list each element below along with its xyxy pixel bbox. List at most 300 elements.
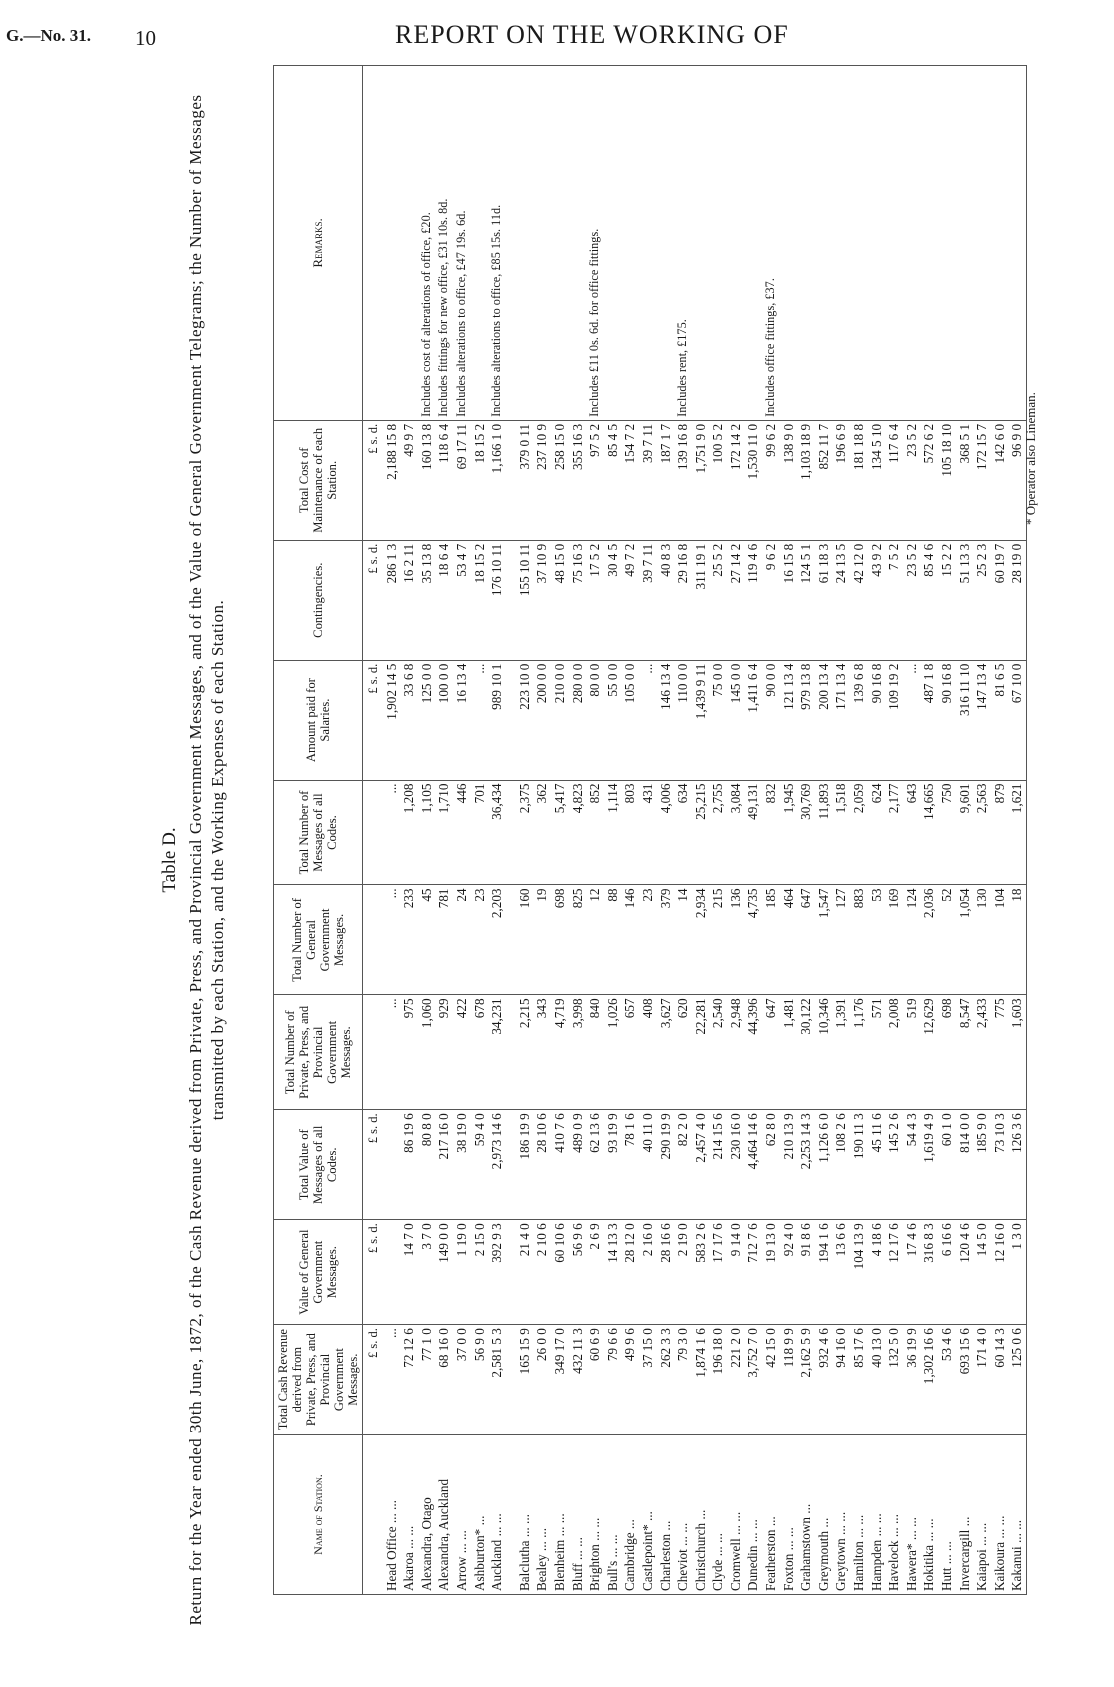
station-name-cell: Dunedin ... ...	[744, 1435, 762, 1595]
num-all-cell: 624	[868, 780, 886, 885]
rotated-table-page	[155, 65, 1045, 1655]
num-private-cell: 1,026	[604, 995, 622, 1110]
salaries-cell: 316 11 10	[956, 660, 974, 780]
maintenance-cell: 18 15 2	[471, 420, 489, 540]
cash-revenue-cell: 94 16 0	[832, 1325, 850, 1435]
salaries-cell: 139 6 8	[850, 660, 868, 780]
num-general-cell: 647	[797, 885, 815, 995]
maintenance-cell: 154 7 2	[621, 420, 639, 540]
total-value-cell: 1,619 4 9	[920, 1110, 938, 1220]
cash-revenue-cell: 60 14 3	[991, 1325, 1009, 1435]
station-name-cell: Hutt ... ...	[938, 1435, 956, 1595]
maintenance-cell: 23 5 2	[903, 420, 921, 540]
general-value-cell: 6 16 6	[938, 1220, 956, 1325]
num-general-cell: 379	[657, 885, 675, 995]
total-value-cell: 190 11 3	[850, 1110, 868, 1220]
salaries-cell: 280 0 0	[569, 660, 587, 780]
num-private-cell: 2,433	[973, 995, 991, 1110]
units-cell	[363, 885, 383, 995]
table-row	[709, 66, 727, 1595]
general-value-cell: 4 18 6	[868, 1220, 886, 1325]
general-value-cell: 583 2 6	[692, 1220, 710, 1325]
total-value-cell: 230 16 0	[727, 1110, 745, 1220]
maintenance-cell: 105 18 10	[938, 420, 956, 540]
table-row	[797, 66, 815, 1595]
col-header-remarks: Remarks.	[274, 66, 363, 421]
cash-revenue-cell: ...	[383, 1325, 401, 1435]
num-private-cell: 519	[903, 995, 921, 1110]
num-private-cell: 34,231	[488, 995, 506, 1110]
total-value-cell	[506, 1110, 516, 1220]
num-private-cell: 1,481	[780, 995, 798, 1110]
table-row	[586, 66, 604, 1595]
cash-revenue-cell: 85 17 6	[850, 1325, 868, 1435]
num-all-cell: 2,563	[973, 780, 991, 885]
contingencies-cell: 42 12 0	[850, 540, 868, 660]
general-value-cell: 17 17 6	[709, 1220, 727, 1325]
remarks-cell: Includes fittings for new office, £31 10s. 8d.	[435, 66, 453, 421]
contingencies-cell: 16 15 8	[780, 540, 798, 660]
station-name-cell: Greytown ... ...	[832, 1435, 850, 1595]
remarks-cell: Includes alterations to office, £85 15s. 11d.	[488, 66, 506, 421]
cash-revenue-cell: 56 9 0	[471, 1325, 489, 1435]
cash-revenue-cell: 125 0 6	[1008, 1325, 1026, 1435]
num-private-cell: 12,629	[920, 995, 938, 1110]
num-all-cell: 49,131	[744, 780, 762, 885]
table-row	[815, 66, 833, 1595]
num-private-cell: 422	[453, 995, 471, 1110]
contingencies-cell: 40 8 3	[657, 540, 675, 660]
num-all-cell: 1,208	[400, 780, 418, 885]
num-private-cell: 10,346	[815, 995, 833, 1110]
contingencies-cell: 51 13 3	[956, 540, 974, 660]
footnote: * Operator also Lineman.	[1023, 392, 1038, 525]
col-header-num-all: Total Number of Messages of all Codes.	[274, 780, 363, 885]
maintenance-cell: 237 10 9	[533, 420, 551, 540]
total-value-cell: 86 19 6	[400, 1110, 418, 1220]
page-number: 10	[135, 26, 156, 50]
num-general-cell: 825	[569, 885, 587, 995]
total-value-cell: 60 1 0	[938, 1110, 956, 1220]
num-all-cell: 5,417	[551, 780, 569, 885]
table-row	[832, 66, 850, 1595]
station-name-cell: Auckland ... ...	[488, 1435, 506, 1595]
units-cell: £ s. d.	[363, 660, 383, 780]
salaries-cell: 146 13 4	[657, 660, 675, 780]
remarks-cell	[400, 66, 418, 421]
maintenance-cell: 572 6 2	[920, 420, 938, 540]
units-cell	[363, 995, 383, 1110]
remarks-cell	[516, 66, 534, 421]
total-value-cell: 59 4 0	[471, 1110, 489, 1220]
table-row	[973, 66, 991, 1595]
total-value-cell: 93 19 9	[604, 1110, 622, 1220]
station-name-cell: Greymouth ...	[815, 1435, 833, 1595]
station-name-cell: Grahamstown ...	[797, 1435, 815, 1595]
general-value-cell: 12 16 0	[991, 1220, 1009, 1325]
station-name-cell: Akaroa ... ...	[400, 1435, 418, 1595]
general-value-cell: 392 9 3	[488, 1220, 506, 1325]
num-general-cell: 1,547	[815, 885, 833, 995]
maintenance-cell: 139 16 8	[674, 420, 692, 540]
table-row	[639, 66, 657, 1595]
general-value-cell: 21 4 0	[516, 1220, 534, 1325]
num-all-cell: 2,059	[850, 780, 868, 885]
num-private-cell: 1,391	[832, 995, 850, 1110]
general-value-cell: 3 7 0	[418, 1220, 436, 1325]
num-general-cell: 53	[868, 885, 886, 995]
table-row	[692, 66, 710, 1595]
table-row	[621, 66, 639, 1595]
col-header-name: Name of Station.	[274, 1435, 363, 1595]
contingencies-cell: 286 1 3	[383, 540, 401, 660]
contingencies-cell: 61 18 3	[815, 540, 833, 660]
total-value-cell: 1,126 6 0	[815, 1110, 833, 1220]
num-general-cell	[506, 885, 516, 995]
num-all-cell: 832	[762, 780, 780, 885]
num-all-cell: 750	[938, 780, 956, 885]
salaries-cell: 979 13 8	[797, 660, 815, 780]
maintenance-cell: 852 11 7	[815, 420, 833, 540]
station-name-cell: Arrow ... ...	[453, 1435, 471, 1595]
table-row	[903, 66, 921, 1595]
num-private-cell: 647	[762, 995, 780, 1110]
station-name-cell: Charleston ...	[657, 1435, 675, 1595]
num-all-cell: ...	[383, 780, 401, 885]
num-private-cell: 929	[435, 995, 453, 1110]
cash-revenue-cell: 79 6 6	[604, 1325, 622, 1435]
num-private-cell: 3,998	[569, 995, 587, 1110]
maintenance-cell: 100 5 2	[709, 420, 727, 540]
num-general-cell: 2,203	[488, 885, 506, 995]
cash-revenue-cell: 118 9 9	[780, 1325, 798, 1435]
salaries-cell: 171 13 4	[832, 660, 850, 780]
remarks-cell	[604, 66, 622, 421]
num-general-cell: 146	[621, 885, 639, 995]
general-value-cell: 17 4 6	[903, 1220, 921, 1325]
remarks-cell	[780, 66, 798, 421]
general-value-cell: 14 13 3	[604, 1220, 622, 1325]
maintenance-cell: 69 17 11	[453, 420, 471, 540]
num-all-cell: 11,893	[815, 780, 833, 885]
num-general-cell: 18	[1008, 885, 1026, 995]
num-all-cell: 25,215	[692, 780, 710, 885]
cash-revenue-cell: 1,302 16 6	[920, 1325, 938, 1435]
units-cell: £ s. d.	[363, 1220, 383, 1325]
general-value-cell: 2 16 0	[639, 1220, 657, 1325]
station-name-cell: Alexandra, Auckland	[435, 1435, 453, 1595]
num-all-cell: 431	[639, 780, 657, 885]
contingencies-cell: 39 7 11	[639, 540, 657, 660]
salaries-cell: 75 0 0	[709, 660, 727, 780]
cash-revenue-cell: 42 15 0	[762, 1325, 780, 1435]
salaries-cell: 223 10 0	[516, 660, 534, 780]
cash-revenue-cell: 432 11 3	[569, 1325, 587, 1435]
remarks-cell	[973, 66, 991, 421]
salaries-cell: 989 10 1	[488, 660, 506, 780]
num-all-cell: 1,710	[435, 780, 453, 885]
remarks-cell	[903, 66, 921, 421]
num-private-cell: 4,719	[551, 995, 569, 1110]
col-header-salaries: Amount paid for Salaries.	[274, 660, 363, 780]
general-value-cell: 92 4 0	[780, 1220, 798, 1325]
salaries-cell: 33 6 8	[400, 660, 418, 780]
station-name-cell: Christchurch ...	[692, 1435, 710, 1595]
num-all-cell: 4,823	[569, 780, 587, 885]
contingencies-cell: 49 7 2	[621, 540, 639, 660]
contingencies-cell: 25 2 3	[973, 540, 991, 660]
general-value-cell: 104 13 9	[850, 1220, 868, 1325]
table-body	[363, 66, 1027, 1595]
general-value-cell: 14 5 0	[973, 1220, 991, 1325]
contingencies-cell: 30 4 5	[604, 540, 622, 660]
col-header-gen-value: Value of General Government Messages.	[274, 1220, 363, 1325]
station-name-cell: Cromwell ... ...	[727, 1435, 745, 1595]
cash-revenue-cell: 3,752 7 0	[744, 1325, 762, 1435]
general-value-cell: 2 19 0	[674, 1220, 692, 1325]
remarks-cell	[938, 66, 956, 421]
col-header-num-private: Total Number of Private, Press, and Provincial Government Messages.	[274, 995, 363, 1110]
station-name-cell: Brighton ... ...	[586, 1435, 604, 1595]
total-value-cell: 2,253 14 3	[797, 1110, 815, 1220]
total-value-cell: 185 9 0	[973, 1110, 991, 1220]
contingencies-cell: 43 9 2	[868, 540, 886, 660]
num-private-cell: ...	[383, 995, 401, 1110]
station-name-cell: Balclutha ... ...	[516, 1435, 534, 1595]
total-value-cell: 73 10 3	[991, 1110, 1009, 1220]
num-private-cell: 408	[639, 995, 657, 1110]
general-value-cell: 19 13 0	[762, 1220, 780, 1325]
contingencies-cell: 48 15 0	[551, 540, 569, 660]
table-row	[868, 66, 886, 1595]
num-general-cell: 127	[832, 885, 850, 995]
cash-revenue-cell: 53 4 6	[938, 1325, 956, 1435]
cash-revenue-cell: 68 16 0	[435, 1325, 453, 1435]
remarks-cell	[657, 66, 675, 421]
num-private-cell: 3,627	[657, 995, 675, 1110]
units-cell	[363, 780, 383, 885]
units-cell: £ s. d.	[363, 1325, 383, 1435]
num-general-cell: 1,054	[956, 885, 974, 995]
table-row	[674, 66, 692, 1595]
contingencies-cell: 29 16 8	[674, 540, 692, 660]
num-general-cell: 233	[400, 885, 418, 995]
station-name-cell: Kaikoura ... ...	[991, 1435, 1009, 1595]
contingencies-cell: 60 19 7	[991, 540, 1009, 660]
num-private-cell: 2,540	[709, 995, 727, 1110]
maintenance-cell: 160 13 8	[418, 420, 436, 540]
table-row	[1008, 66, 1026, 1595]
table-caption: Return for the Year ended 30th June, 1872, of the Cash Revenue derived from Private, Press, and Provincial Government Messages, and of the Value of General Government Telegrams; the Number of Messages transmitted by each Station, and the Working Expenses of each Station.	[186, 94, 227, 1626]
total-value-cell: 2,457 4 0	[692, 1110, 710, 1220]
num-all-cell: 852	[586, 780, 604, 885]
contingencies-cell: 311 19 1	[692, 540, 710, 660]
maintenance-cell: 117 6 4	[885, 420, 903, 540]
total-value-cell: 80 8 0	[418, 1110, 436, 1220]
maintenance-cell: 118 6 4	[435, 420, 453, 540]
num-general-cell: 24	[453, 885, 471, 995]
general-value-cell: 149 0 0	[435, 1220, 453, 1325]
salaries-cell: 81 6 5	[991, 660, 1009, 780]
cash-revenue-cell: 72 12 6	[400, 1325, 418, 1435]
maintenance-cell: 1,530 11 0	[744, 420, 762, 540]
num-all-cell: 643	[903, 780, 921, 885]
table-row	[780, 66, 798, 1595]
num-all-cell: 879	[991, 780, 1009, 885]
contingencies-cell: 176 10 11	[488, 540, 506, 660]
remarks-cell	[639, 66, 657, 421]
salaries-cell: 1,902 14 5	[383, 660, 401, 780]
num-all-cell: 3,084	[727, 780, 745, 885]
cash-revenue-cell: 1,874 1 6	[692, 1325, 710, 1435]
num-private-cell: 30,122	[797, 995, 815, 1110]
cash-revenue-cell: 2,162 5 9	[797, 1325, 815, 1435]
total-value-cell: 40 11 0	[639, 1110, 657, 1220]
remarks-cell	[956, 66, 974, 421]
column-header-row	[274, 66, 363, 1595]
total-value-cell: 54 4 3	[903, 1110, 921, 1220]
general-value-cell: 1 19 0	[453, 1220, 471, 1325]
table-row	[533, 66, 551, 1595]
num-general-cell: 215	[709, 885, 727, 995]
num-private-cell: 975	[400, 995, 418, 1110]
remarks-cell: Includes office fittings, £37.	[762, 66, 780, 421]
table-row	[938, 66, 956, 1595]
running-title: REPORT ON THE WORKING OF	[395, 20, 789, 49]
general-value-cell	[506, 1220, 516, 1325]
remarks-cell	[920, 66, 938, 421]
general-value-cell: 28 16 6	[657, 1220, 675, 1325]
num-general-cell: 52	[938, 885, 956, 995]
remarks-cell	[569, 66, 587, 421]
row-spacer	[506, 66, 516, 1595]
table-row	[400, 66, 418, 1595]
contingencies-cell: 17 5 2	[586, 540, 604, 660]
general-value-cell: 1 3 0	[1008, 1220, 1026, 1325]
salaries-cell: 1,439 9 11	[692, 660, 710, 780]
station-name-cell: Bull's ... ...	[604, 1435, 622, 1595]
station-name-cell: Kaiapoi ... ...	[973, 1435, 991, 1595]
num-general-cell: 169	[885, 885, 903, 995]
num-all-cell: 30,769	[797, 780, 815, 885]
col-header-num-general: Total Number of General Government Messages.	[274, 885, 363, 995]
remarks-cell	[506, 66, 516, 421]
remarks-cell	[533, 66, 551, 421]
num-private-cell: 2,215	[516, 995, 534, 1110]
salaries-cell: ...	[639, 660, 657, 780]
total-value-cell: 217 16 0	[435, 1110, 453, 1220]
maintenance-cell: 39 7 11	[639, 420, 657, 540]
col-header-maintenance: Total Cost of Maintenance of each Station.	[274, 420, 363, 540]
salaries-cell: 1,411 6 4	[744, 660, 762, 780]
maintenance-cell: 134 5 10	[868, 420, 886, 540]
cash-revenue-cell: 221 2 0	[727, 1325, 745, 1435]
station-name-cell: Castlepoint* ...	[639, 1435, 657, 1595]
remarks-cell	[709, 66, 727, 421]
total-value-cell: 2,973 14 6	[488, 1110, 506, 1220]
remarks-cell: Includes alterations to office, £47 19s. 6d.	[453, 66, 471, 421]
general-value-cell: 2 10 6	[533, 1220, 551, 1325]
contingencies-cell: 75 16 3	[569, 540, 587, 660]
contingencies-cell	[506, 540, 516, 660]
num-all-cell: 1,105	[418, 780, 436, 885]
num-private-cell: 2,008	[885, 995, 903, 1110]
salaries-cell: 80 0 0	[586, 660, 604, 780]
contingencies-cell: 25 5 2	[709, 540, 727, 660]
num-all-cell: 1,621	[1008, 780, 1026, 885]
num-all-cell: 4,006	[657, 780, 675, 885]
num-general-cell: 124	[903, 885, 921, 995]
maintenance-cell: 49 9 7	[400, 420, 418, 540]
total-value-cell: 186 19 9	[516, 1110, 534, 1220]
maintenance-cell: 142 6 0	[991, 420, 1009, 540]
general-value-cell: 56 9 6	[569, 1220, 587, 1325]
num-all-cell: 1,518	[832, 780, 850, 885]
contingencies-cell: 24 13 5	[832, 540, 850, 660]
station-name-cell: Clyde ... ...	[709, 1435, 727, 1595]
maintenance-cell: 97 5 2	[586, 420, 604, 540]
cash-revenue-cell: 196 18 0	[709, 1325, 727, 1435]
station-revenue-table	[273, 65, 1027, 1595]
contingencies-cell: 119 4 6	[744, 540, 762, 660]
num-private-cell: 8,547	[956, 995, 974, 1110]
station-name-cell: Kakanui ... ...	[1008, 1435, 1026, 1595]
num-all-cell	[506, 780, 516, 885]
num-private-cell: 840	[586, 995, 604, 1110]
salaries-cell: 90 16 8	[868, 660, 886, 780]
total-value-cell: 126 3 6	[1008, 1110, 1026, 1220]
maintenance-cell: 196 6 9	[832, 420, 850, 540]
table-row	[418, 66, 436, 1595]
salaries-cell: ...	[471, 660, 489, 780]
maintenance-cell: 187 1 7	[657, 420, 675, 540]
table-row	[551, 66, 569, 1595]
contingencies-cell: 23 5 2	[903, 540, 921, 660]
contingencies-cell: 85 4 6	[920, 540, 938, 660]
table-row	[991, 66, 1009, 1595]
station-name-cell: Bealey ... ...	[533, 1435, 551, 1595]
contingencies-cell: 7 5 2	[885, 540, 903, 660]
maintenance-cell: 96 9 0	[1008, 420, 1026, 540]
num-private-cell: 1,603	[1008, 995, 1026, 1110]
station-name-cell: Alexandra, Otago	[418, 1435, 436, 1595]
units-cell: £ s. d.	[363, 1110, 383, 1220]
num-all-cell: 634	[674, 780, 692, 885]
num-all-cell: 9,601	[956, 780, 974, 885]
table-row	[727, 66, 745, 1595]
total-value-cell: 214 15 6	[709, 1110, 727, 1220]
num-private-cell: 678	[471, 995, 489, 1110]
remarks-cell	[885, 66, 903, 421]
total-value-cell: 78 1 6	[621, 1110, 639, 1220]
col-header-cash: Total Cash Revenue derived from Private, Press, and Provincial Government Messages.	[274, 1325, 363, 1435]
num-general-cell: 88	[604, 885, 622, 995]
salaries-cell: 100 0 0	[435, 660, 453, 780]
contingencies-cell: 18 15 2	[471, 540, 489, 660]
num-general-cell: 12	[586, 885, 604, 995]
remarks-cell	[991, 66, 1009, 421]
salaries-cell: 90 0 0	[762, 660, 780, 780]
remarks-cell: Includes £11 0s. 6d. for office fittings.	[586, 66, 604, 421]
num-general-cell: 4,735	[744, 885, 762, 995]
num-general-cell: 883	[850, 885, 868, 995]
table-row	[885, 66, 903, 1595]
col-header-total-value: Total Value of Messages of all Codes.	[274, 1110, 363, 1220]
salaries-cell: 67 10 0	[1008, 660, 1026, 780]
num-private-cell: 1,176	[850, 995, 868, 1110]
maintenance-cell: 99 6 2	[762, 420, 780, 540]
table-row	[850, 66, 868, 1595]
